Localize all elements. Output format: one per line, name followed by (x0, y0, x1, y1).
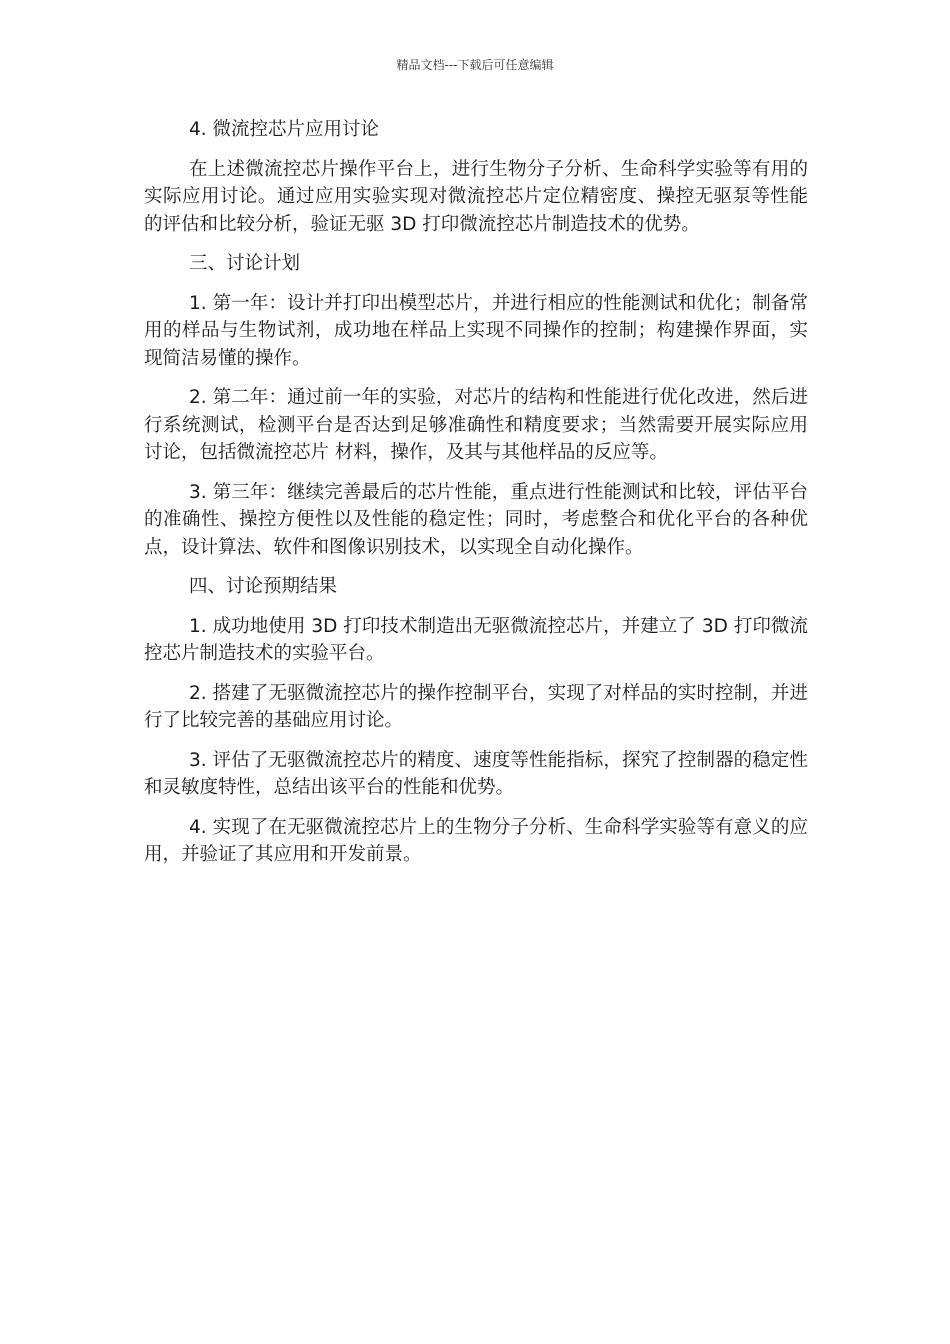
result-item-1: 1. 成功地使用 3D 打印技术制造出无驱微流控芯片，并建立了 3D 打印微流控芯片制造技术的实验平台。 (144, 615, 808, 664)
results-heading: 四、讨论预期结果 (189, 576, 338, 597)
result-item-2: 2. 搭建了无驱微流控芯片的操作控制平台，实现了对样品的实时控制，并进行了比较完善的基础应用讨论。 (144, 682, 808, 731)
plan-item-year3: 3. 第三年：继续完善最后的芯片性能，重点进行性能测试和比较，评估平台的准确性、操控方便性以及性能的稳定性；同时，考虑整合和优化平台的各种优点，设计算法、软件和图像识别技术，以实现全自动化操作。 (144, 481, 808, 558)
section4-heading: 4. 微流控芯片应用讨论 (189, 119, 380, 140)
plan-item-year2: 2. 第二年：通过前一年的实验，对芯片的结构和性能进行优化改进，然后进行系统测试，检测平台是否达到足够准确性和精度要求；当然需要开展实际应用讨论，包括微流控芯片 材料，操作，及其与其他样品的反应等。 (144, 387, 808, 463)
document-body (144, 116, 808, 881)
plan-item-year1: 1. 第一年：设计并打印出模型芯片，并进行相应的性能测试和优化；制备常用的样品与生物试剂，成功地在样品上实现不同操作的控制；构建操作界面，实现简洁易懂的操作。 (144, 292, 808, 369)
section4-paragraph: 在上述微流控芯片操作平台上，进行生物分子分析、生命科学实验等有用的实际应用讨论。通过应用实验实现对微流控芯片定位精密度、操控无驱泵等性能的评估和比较分析，验证无驱 3D 打印微流控芯片制造技术的优势。 (144, 158, 808, 235)
header-watermark: 精品文档---下载后可任意编辑 (396, 58, 554, 72)
result-item-3: 3. 评估了无驱微流控芯片的精度、速度等性能指标，探究了控制器的稳定性和灵敏度特性，总结出该平台的性能和优势。 (144, 749, 808, 798)
result-item-4: 4. 实现了在无驱微流控芯片上的生物分子分析、生命科学实验等有意义的应用，并验证了其应用和开发前景。 (144, 816, 808, 865)
plan-heading: 三、讨论计划 (189, 253, 301, 274)
